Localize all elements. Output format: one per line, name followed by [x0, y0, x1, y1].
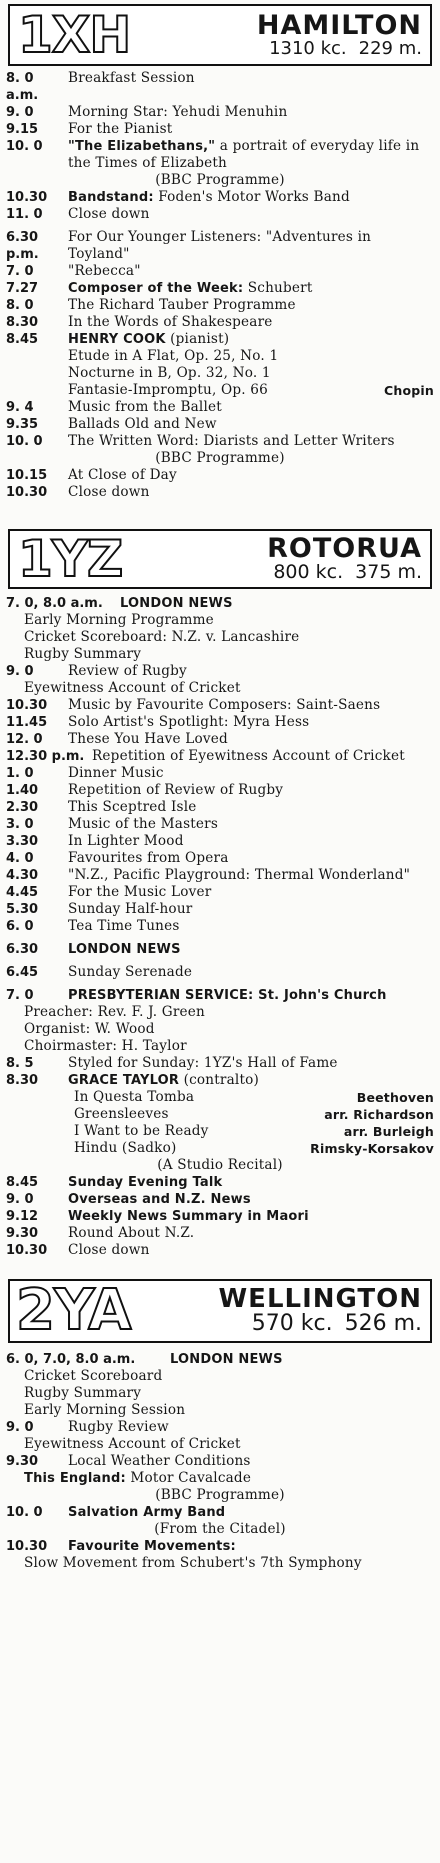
list-item [6, 297, 434, 314]
program: Tea Time Tunes [68, 918, 180, 934]
list-item [6, 1419, 434, 1436]
program: "N.Z., Pacific Playground: Thermal Wonderland" [68, 867, 411, 883]
program-title: LONDON NEWS [170, 1352, 283, 1367]
time: 3. 0 [6, 817, 34, 832]
piece: I Want to be Ready [74, 1123, 209, 1139]
program: Cricket Scoreboard [24, 1368, 163, 1384]
time: 7. 0, 8.0 a.m. [6, 596, 103, 611]
time: 9. 0 [6, 1192, 34, 1207]
list-item [6, 399, 434, 416]
piece: Hindu (Sadko) [74, 1140, 177, 1156]
list-item [6, 70, 434, 104]
list-item [6, 1038, 434, 1055]
list-item [6, 816, 434, 833]
program-title: PRESBYTERIAN SERVICE: St. John's Church [68, 988, 387, 1003]
list-item [6, 1538, 434, 1555]
list-item [6, 987, 434, 1004]
time: 6. 0 [6, 919, 34, 934]
program: Close down [68, 1242, 150, 1258]
program [68, 1504, 434, 1521]
time: 11. 0 [6, 207, 43, 222]
time: 8. 0 [6, 298, 34, 313]
callsign: 2YA [16, 1278, 131, 1343]
program [68, 280, 434, 297]
time: 11.45 [6, 715, 48, 730]
piece: Etude in A Flat, Op. 25, No. 1 [68, 348, 279, 364]
program-title: LONDON NEWS [68, 942, 181, 957]
composer: Beethoven [356, 1090, 434, 1105]
note-text: (BBC Programme) [155, 450, 285, 466]
time: 10.30 [6, 1539, 48, 1554]
time: 10.30 [6, 1243, 48, 1258]
list-item [6, 799, 434, 816]
program: Repetition of Eyewitness Account of Cricket [92, 748, 405, 764]
piece: Nocturne in B, Op. 32, No. 1 [68, 365, 271, 381]
program-title: Salvation Army Band [68, 1505, 226, 1520]
time: 10.30 [6, 190, 48, 205]
list-item [6, 964, 434, 981]
note-text: (From the Citadel) [154, 1521, 286, 1537]
time: 5.30 [6, 902, 39, 917]
note-text: (BBC Programme) [155, 1487, 285, 1503]
time: 9.35 [6, 417, 39, 432]
callsign: 1YZ [18, 530, 123, 588]
list-item [6, 416, 434, 433]
composer: Chopin [384, 383, 434, 398]
time: 10. 0 [6, 434, 43, 449]
program: Music from the Ballet [68, 399, 222, 415]
program-title: Bandstand: [68, 190, 154, 205]
time: 3.30 [6, 834, 39, 849]
list-item [6, 1191, 434, 1208]
time: 9. 0 [6, 105, 34, 120]
program: Organist: W. Wood [24, 1021, 155, 1037]
program [68, 1191, 434, 1208]
list-item [6, 121, 434, 138]
program: Round About N.Z. [68, 1225, 195, 1241]
program-title: Weekly News Summary in Maori [68, 1209, 309, 1224]
time: 6.30 p.m. [6, 230, 39, 262]
list-item [6, 867, 434, 884]
metres: 229 m. [358, 37, 422, 59]
note-text: (BBC Programme) [155, 172, 285, 188]
time: 9. 0 [6, 664, 34, 679]
schedule-hamilton [6, 70, 434, 501]
program-title: Composer of the Week: [68, 281, 244, 296]
program-title: Favourite Movements: [68, 1539, 236, 1554]
program: Sunday Half-hour [68, 901, 193, 917]
station-name: WELLINGTON [218, 1283, 422, 1314]
program: Eyewitness Account of Cricket [24, 1436, 241, 1452]
station-name: HAMILTON [256, 9, 422, 41]
time: 7. 0 [6, 988, 34, 1003]
program-desc: a portrait of everyday life in the Times of Elizabeth [68, 138, 420, 171]
time: 6. 0, 7.0, 8.0 a.m. [6, 1352, 136, 1367]
frequency [273, 562, 422, 583]
list-item [6, 1436, 434, 1453]
schedule-rotorua [6, 595, 434, 1259]
time: 9. 4 [6, 400, 34, 415]
program: For Our Younger Listeners: "Adventures in Toyland" [68, 229, 372, 262]
program: Eyewitness Account of Cricket [24, 680, 241, 696]
list-item [6, 1072, 434, 1089]
program: Rugby Summary [24, 646, 142, 662]
list-item [6, 714, 434, 731]
program [68, 941, 434, 958]
time: 10.15 [6, 468, 48, 483]
frequency [252, 1312, 422, 1336]
program: Solo Artist's Spotlight: Myra Hess [68, 714, 310, 730]
list-item [6, 663, 434, 680]
program: Styled for Sunday: 1YZ's Hall of Fame [68, 1055, 338, 1071]
list-item [6, 612, 434, 629]
callsign: 1XH [18, 6, 131, 64]
program-title: Sunday Evening Talk [68, 1175, 223, 1190]
program [24, 1470, 434, 1487]
list-item [6, 1106, 434, 1123]
list-item [6, 833, 434, 850]
list-item [6, 138, 434, 172]
list-item [6, 1021, 434, 1038]
list-item [6, 314, 434, 331]
performer: GRACE TAYLOR [68, 1073, 180, 1088]
program: Early Morning Programme [24, 612, 214, 628]
program: Breakfast Session [68, 70, 195, 86]
time: 10. 0 [6, 139, 43, 154]
time: 4. 0 [6, 851, 34, 866]
program: Close down [68, 484, 150, 500]
list-item [6, 189, 434, 206]
time: 10.30 [6, 485, 48, 500]
program-desc: (pianist) [170, 331, 230, 347]
kilocycles: 800 kc. [273, 561, 344, 584]
note-text: (A Studio Recital) [157, 1157, 283, 1173]
list-item [6, 782, 434, 799]
program: Choirmaster: H. Taylor [24, 1038, 187, 1054]
program [68, 1174, 434, 1191]
composer: arr. Burleigh [343, 1124, 434, 1139]
program [68, 1072, 434, 1089]
composer: Rimsky-Korsakov [310, 1141, 434, 1156]
list-item [6, 1402, 434, 1419]
station-banner-rotorua [8, 529, 432, 589]
time: 6.45 [6, 965, 39, 980]
list-item [6, 104, 434, 121]
time: 8.45 [6, 1175, 39, 1190]
program [170, 1351, 434, 1368]
list-item [6, 595, 434, 612]
piece: Greensleeves [74, 1106, 169, 1122]
note [6, 1157, 434, 1174]
program-title: LONDON NEWS [120, 596, 233, 611]
list-item [6, 629, 434, 646]
program [68, 1208, 434, 1225]
list-item [6, 382, 434, 399]
performer: HENRY COOK [68, 332, 166, 347]
program: Sunday Serenade [68, 964, 193, 980]
list-item [6, 1225, 434, 1242]
radio-program-page [6, 0, 434, 1572]
list-item [6, 1089, 434, 1106]
list-item [6, 850, 434, 867]
time: 8. 0 a.m. [6, 71, 39, 103]
metres: 375 m. [355, 561, 422, 584]
program: For the Pianist [68, 121, 173, 137]
kilocycles: 570 kc. [251, 1310, 333, 1336]
list-item [6, 1555, 434, 1572]
program: Repetition of Review of Rugby [68, 782, 284, 798]
list-item [6, 1208, 434, 1225]
program: This Sceptred Isle [68, 799, 197, 815]
note [6, 172, 434, 189]
list-item [6, 1453, 434, 1470]
piece: In Questa Tomba [74, 1089, 195, 1105]
program: Early Morning Session [24, 1402, 186, 1418]
time: 9.30 [6, 1226, 39, 1241]
program: Preacher: Rev. F. J. Green [24, 1004, 205, 1020]
list-item [6, 1004, 434, 1021]
list-item [6, 433, 434, 450]
time: 12.30 p.m. [6, 749, 85, 764]
note [6, 450, 434, 467]
time: 4.30 [6, 868, 39, 883]
list-item [6, 941, 434, 958]
list-item [6, 1504, 434, 1521]
time: 8. 5 [6, 1056, 34, 1071]
time: 6.30 [6, 942, 39, 957]
program: Local Weather Conditions [68, 1453, 251, 1469]
program-desc: Motor Cavalcade [130, 1470, 252, 1486]
time: 4.45 [6, 885, 39, 900]
time: 1. 0 [6, 766, 34, 781]
time: 1.40 [6, 783, 39, 798]
list-item [6, 263, 434, 280]
time: 8.45 [6, 332, 39, 347]
program: Dinner Music [68, 765, 164, 781]
list-item [6, 765, 434, 782]
program: In the Words of Shakespeare [68, 314, 273, 330]
time: 9.15 [6, 122, 39, 137]
time: 8.30 [6, 1073, 39, 1088]
program: The Written Word: Diarists and Letter Writers [68, 433, 395, 449]
station-banner-wellington [8, 1279, 432, 1343]
list-item [6, 1140, 434, 1157]
list-item [6, 1470, 434, 1487]
list-item [6, 467, 434, 484]
list-item [6, 918, 434, 935]
list-item [6, 748, 434, 765]
list-item [6, 484, 434, 501]
metres: 526 m. [344, 1310, 422, 1336]
list-item [6, 348, 434, 365]
program [68, 987, 434, 1004]
list-item [6, 365, 434, 382]
time: 9.12 [6, 1209, 39, 1224]
program: Morning Star: Yehudi Menuhin [68, 104, 288, 120]
program: The Richard Tauber Programme [68, 297, 296, 313]
station-name: ROTORUA [267, 533, 422, 565]
list-item [6, 884, 434, 901]
schedule-wellington [6, 1351, 434, 1572]
program-desc: Foden's Motor Works Band [158, 189, 350, 205]
frequency [269, 39, 422, 59]
program [120, 595, 434, 612]
time: 9. 0 [6, 1420, 34, 1435]
program-title: "The Elizabethans," [68, 139, 216, 154]
program: Review of Rugby [68, 663, 187, 679]
piece: Fantasie-Impromptu, Op. 66 [68, 382, 268, 398]
program: At Close of Day [68, 467, 177, 483]
program: Rugby Summary [24, 1385, 142, 1401]
list-item [6, 1174, 434, 1191]
program [68, 138, 434, 172]
list-item [6, 1385, 434, 1402]
list-item [6, 1351, 434, 1368]
program: Cricket Scoreboard: N.Z. v. Lancashire [24, 629, 300, 645]
list-item [6, 1368, 434, 1385]
list-item [6, 206, 434, 223]
list-item [6, 731, 434, 748]
time: 10.30 [6, 698, 48, 713]
program [68, 1538, 434, 1555]
program: Close down [68, 206, 150, 222]
list-item [6, 697, 434, 714]
program: These You Have Loved [68, 731, 228, 747]
program-title: Overseas and N.Z. News [68, 1192, 251, 1207]
list-item [6, 646, 434, 663]
time: 8.30 [6, 315, 39, 330]
program: "Rebecca" [68, 263, 141, 279]
program [68, 189, 434, 206]
program: In Lighter Mood [68, 833, 184, 849]
program-desc: (contralto) [183, 1072, 260, 1088]
program: Favourites from Opera [68, 850, 229, 866]
list-item [6, 680, 434, 697]
program [68, 331, 434, 348]
station-banner-hamilton [8, 4, 432, 66]
time: 12. 0 [6, 732, 43, 747]
composer: arr. Richardson [324, 1107, 434, 1122]
time: 7. 0 [6, 264, 34, 279]
list-item [6, 229, 434, 263]
program: Ballads Old and New [68, 416, 217, 432]
program: Music of the Masters [68, 816, 219, 832]
note [6, 1487, 434, 1504]
program-title: This England: [24, 1471, 126, 1486]
time: 10. 0 [6, 1505, 43, 1520]
kilocycles: 1310 kc. [269, 37, 347, 59]
list-item [6, 1242, 434, 1259]
program: For the Music Lover [68, 884, 212, 900]
list-item [6, 1123, 434, 1140]
program-desc: Schubert [247, 280, 313, 296]
program: Rugby Review [68, 1419, 169, 1435]
time: 7.27 [6, 281, 39, 296]
list-item [6, 901, 434, 918]
program: Slow Movement from Schubert's 7th Symphony [24, 1555, 362, 1571]
time: 9.30 [6, 1454, 39, 1469]
list-item [6, 331, 434, 348]
program: Music by Favourite Composers: Saint-Saens [68, 697, 381, 713]
list-item [6, 280, 434, 297]
list-item [6, 1055, 434, 1072]
time: 2.30 [6, 800, 39, 815]
note [6, 1521, 434, 1538]
